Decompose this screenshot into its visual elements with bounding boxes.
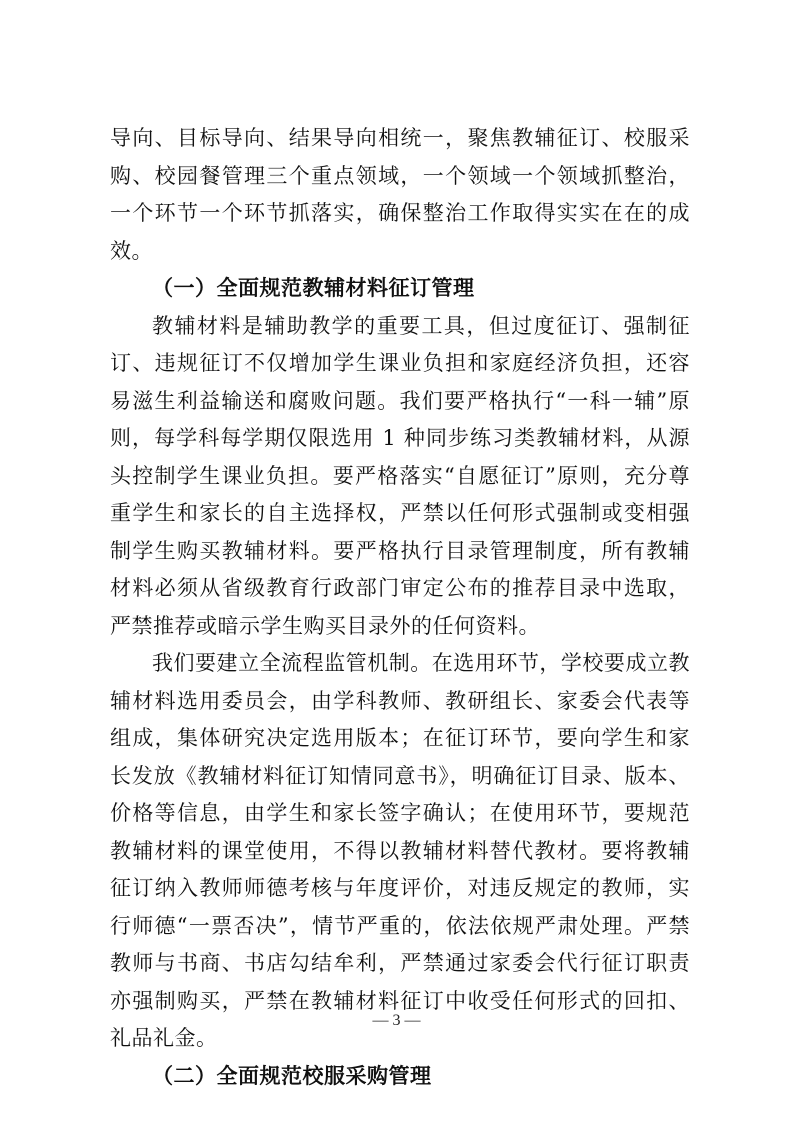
section-heading-2: （二）全面规范校服采购管理 [152, 1063, 432, 1088]
paragraph-continuation: 导向、目标导向、结果导向相统一，聚焦教辅征订、校服采购、校园餐管理三个重点领域，一个领域一个领域抓整治，一个环节一个环节抓落实，确保整治工作取得实实在在的成效。 [110, 126, 690, 263]
paragraph-supervision-mechanism: 我们要建立全流程监管机制。在选用环节，学校要成立教辅材料选用委员会，由学科教师、教研组长、家委会代表等组成，集体研究决定选用版本；在征订环节，要向学生和家长发放《教辅材料征订知情同意书》，明确征订目录、版本、价格等信息，由学生和家长签字确认；在使用环节，要规范教辅材料的课堂使用，不得以教辅材料替代教材。要将教辅征订纳入教师师德考核与年度评价，对违反规定的教师，实行师德“一票否决”，情节严重的，依法依规严肃处理。严禁教师与书商、书店勾结牟利，严禁通过家委会代行征订职责亦强制购买，严禁在教辅材料征订中收受任何形式的回扣、礼品礼金。 [110, 651, 690, 1050]
section-heading-1: （一）全面规范教辅材料征订管理 [152, 276, 475, 300]
page-number: — 3 — [372, 1012, 421, 1029]
paragraph-teaching-materials-principles: 教辅材料是辅助教学的重要工具，但过度征订、强制征订、违规征订不仅增加学生课业负担和家庭经济负担，还容易滋生利益输送和腐败问题。我们要严格执行“一科一辅”原则，每学科每学期仅限选用 1 种同步练习类教辅材料，从源头控制学生课业负担。要严格落实“自愿征订”原则，充分尊重学生和家长的自主选择权，严禁以任何形式强制或变相强制学生购买教辅材料。要严格执行目录管理制度，所有教辅材料必须从省级教育行政部门审定公布的推荐目录中选取，严禁推荐或暗示学生购买目录外的任何资料。 [110, 313, 690, 638]
document-body [110, 120, 690, 1095]
